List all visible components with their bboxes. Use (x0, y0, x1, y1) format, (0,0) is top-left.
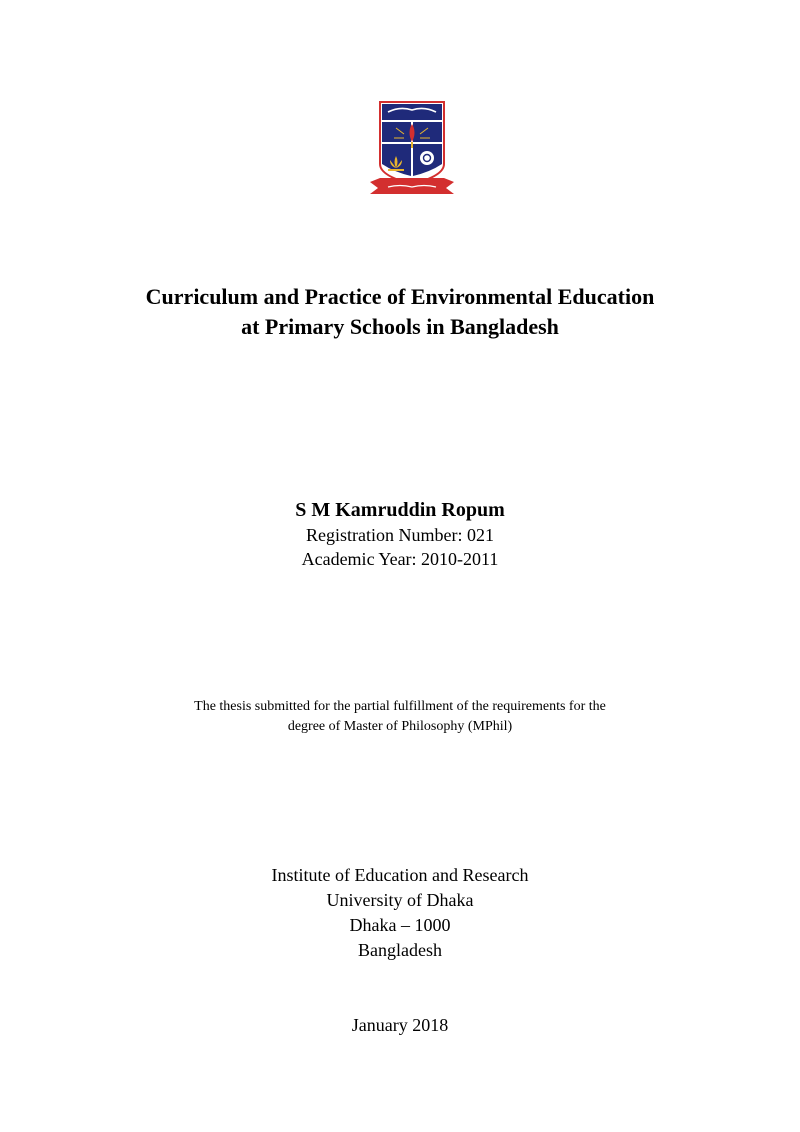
submission-statement (0, 697, 800, 737)
emblem-circle-icon (420, 151, 434, 165)
academic-year: Academic Year: 2010-2011 (301, 549, 499, 569)
institute-name: Institute of Education and Research (271, 865, 529, 885)
country: Bangladesh (358, 940, 442, 960)
author-block (0, 497, 800, 571)
university-crest-logo (366, 98, 458, 204)
institution-block (0, 863, 800, 963)
city-postcode: Dhaka – 1000 (349, 915, 451, 935)
submission-date: January 2018 (351, 1015, 449, 1035)
registration-number: Registration Number: 021 (306, 525, 494, 545)
crest-ribbon (370, 178, 454, 194)
submission-line-2: degree of Master of Philosophy (MPhil) (287, 719, 513, 734)
crest-svg (366, 98, 458, 204)
title-line-1: Curriculum and Practice of Environmental Education (145, 284, 655, 309)
university-name: University of Dhaka (326, 890, 474, 910)
thesis-title (0, 282, 800, 342)
crest-top-banner (382, 104, 442, 120)
author-name: S M Kamruddin Ropum (295, 499, 505, 521)
crest-quadrant-tr (413, 122, 442, 142)
submission-line-1: The thesis submitted for the partial fulfillment of the requirements for the (194, 699, 606, 714)
title-line-2: at Primary Schools in Bangladesh (241, 314, 559, 339)
crest-quadrant-tl (382, 122, 411, 142)
